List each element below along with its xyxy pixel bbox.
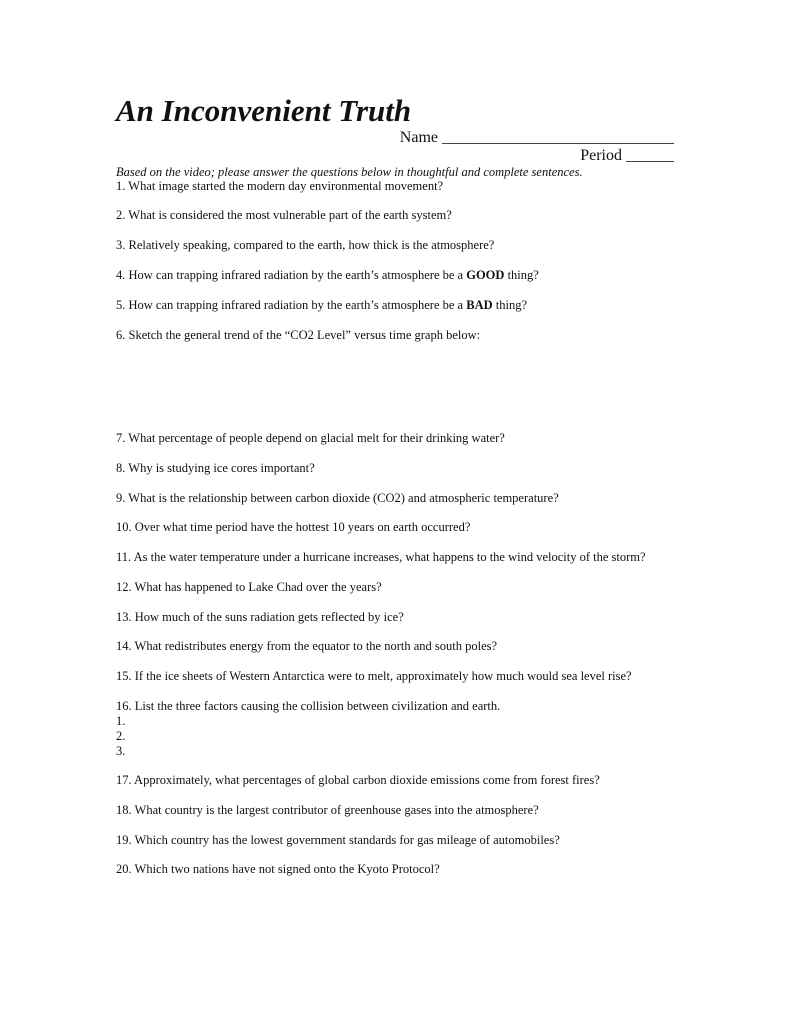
question-15: 15. If the ice sheets of Western Antarctica were to melt, approximately how much would sea level rise? [116,669,632,683]
question-5 [116,298,527,313]
question-5-end: thing? [492,298,528,312]
question-20: 20. Which two nations have not signed onto the Kyoto Protocol? [116,862,440,876]
question-13: 13. How much of the suns radiation gets reflected by ice? [116,610,404,624]
question-4 [116,268,539,283]
question-1: 1. What image started the modern day environmental movement? [116,179,444,193]
question-5-text: 5. How can trapping infrared radiation by the earth’s atmosphere be a [116,298,467,312]
question-3: 3. Relatively speaking, compared to the earth, how thick is the atmosphere? [116,238,495,252]
instructions-text: Based on the video; please answer the questions below in thoughtful and complete sentences. [116,165,583,179]
question-12: 12. What has happened to Lake Chad over the years? [116,580,382,594]
question-4-emphasis: GOOD [466,268,505,282]
question-18: 18. What country is the largest contributor of greenhouse gases into the atmosphere? [116,803,539,817]
question-4-end: thing? [504,268,539,282]
question-9: 9. What is the relationship between carbon dioxide (CO2) and atmospheric temperature? [116,491,559,505]
name-field: Name _____________________________ [399,129,674,146]
question-8: 8. Why is studying ice cores important? [116,461,315,475]
question-16-item-3: 3. [116,744,126,758]
question-7: 7. What percentage of people depend on glacial melt for their drinking water? [116,431,505,445]
question-4-text: 4. How can trapping infrared radiation by the earth’s atmosphere be a [116,268,467,282]
question-19: 19. Which country has the lowest government standards for gas mileage of automobiles? [116,833,560,847]
question-10: 10. Over what time period have the hottest 10 years on earth occurred? [116,520,471,534]
question-6: 6. Sketch the general trend of the “CO2 Level” versus time graph below: [116,328,481,342]
question-2: 2. What is considered the most vulnerable part of the earth system? [116,208,452,222]
question-11: 11. As the water temperature under a hurricane increases, what happens to the wind velocity of the storm? [116,550,646,564]
question-17: 17. Approximately, what percentages of global carbon dioxide emissions come from forest fires? [116,773,600,787]
question-14: 14. What redistributes energy from the equator to the north and south poles? [116,639,498,653]
question-16-item-1: 1. [116,714,126,728]
page-title: An Inconvenient Truth [116,93,412,128]
question-16-item-2: 2. [116,729,126,743]
question-5-emphasis: BAD [466,298,493,312]
period-field: Period ______ [580,147,674,164]
question-16: 16. List the three factors causing the collision between civilization and earth. [116,699,501,713]
